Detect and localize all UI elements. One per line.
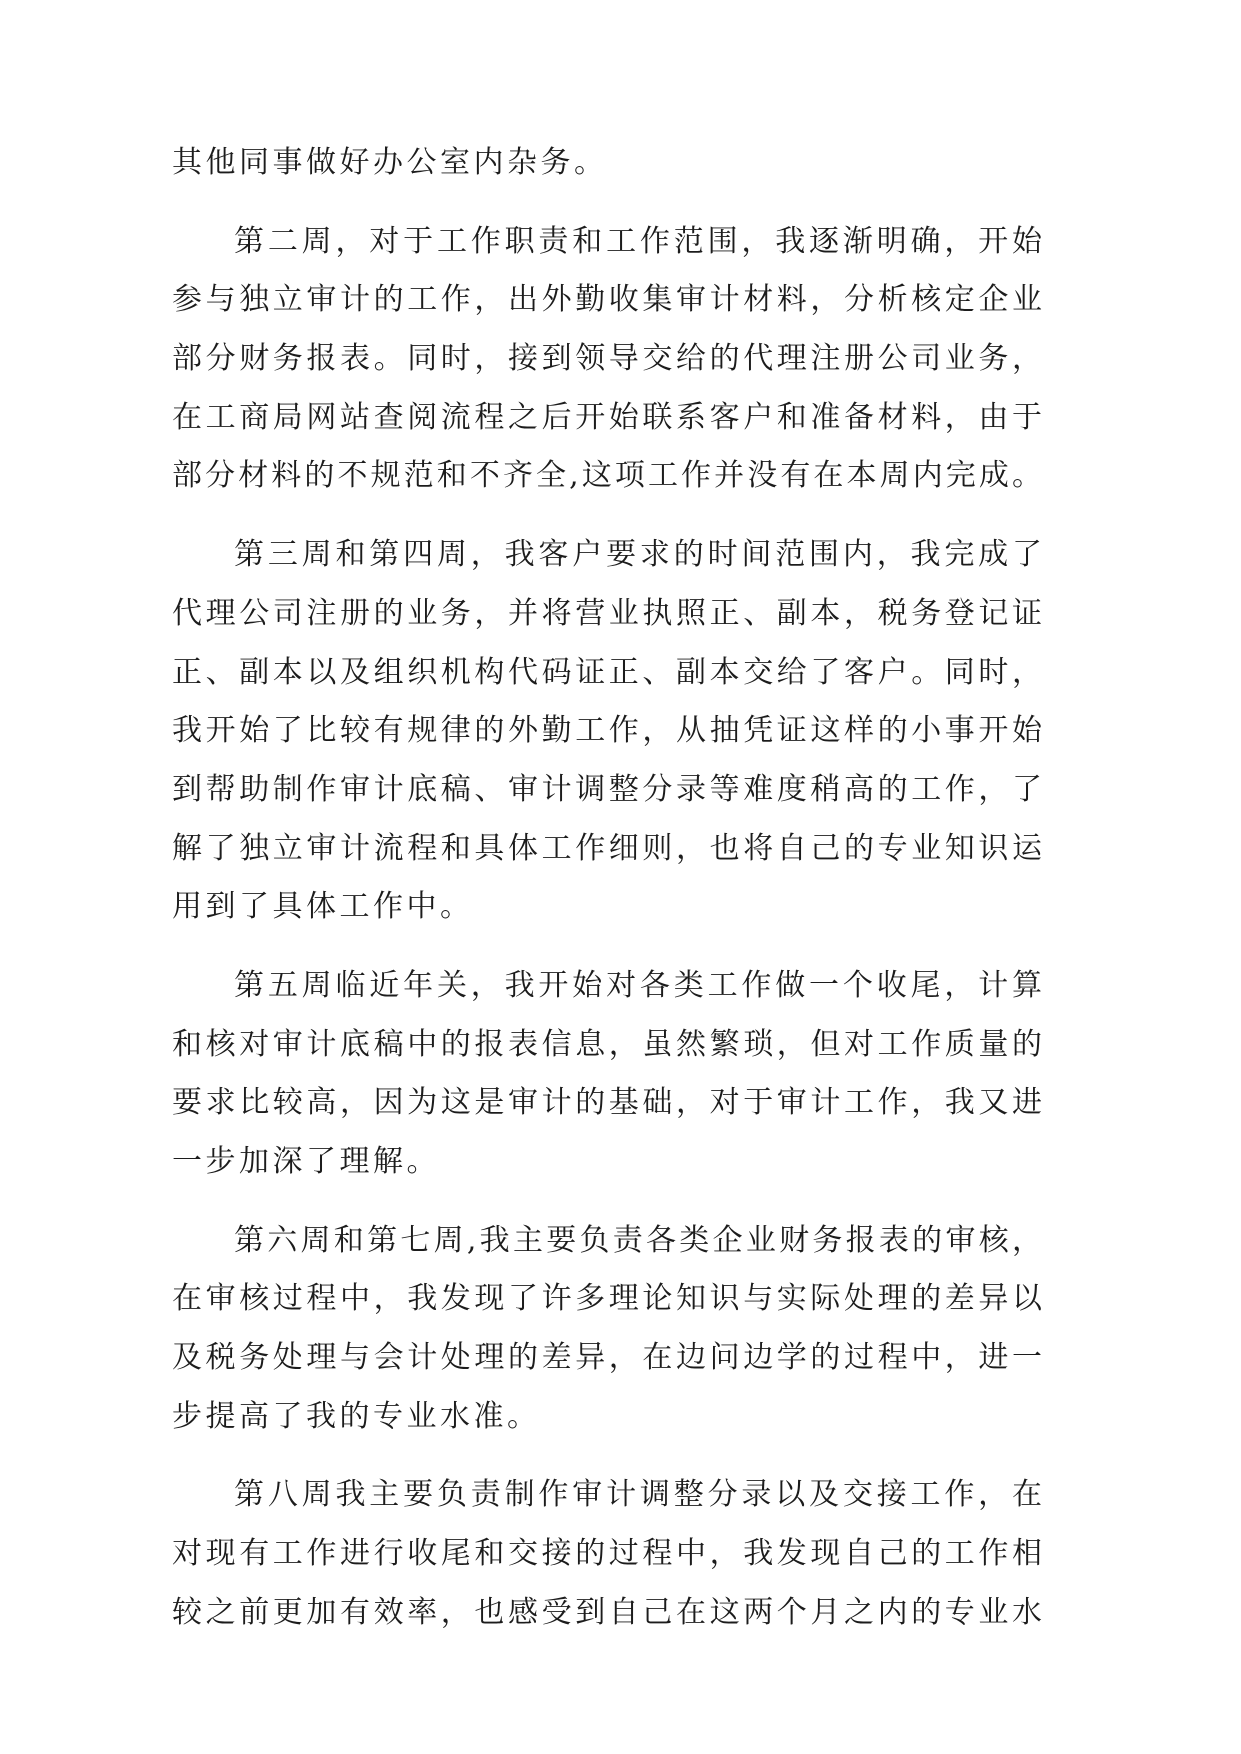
paragraph-week-5 bbox=[172, 957, 1042, 1192]
text-line: 第二周，对于工作职责和工作范围，我逐渐明确，开始 bbox=[234, 223, 1042, 259]
text-line: 部分财务报表。同时，接到领导交给的代理注册公司业务， bbox=[172, 341, 1042, 377]
text-line: 正、副本以及组织机构代码证正、副本交给了客户。同时， bbox=[172, 654, 1042, 690]
text-line: 参与独立审计的工作，出外勤收集审计材料，分析核定企业 bbox=[172, 282, 1042, 318]
text-line: 到帮助制作审计底稿、审计调整分录等难度稍高的工作，了 bbox=[172, 771, 1042, 807]
document-page bbox=[172, 134, 1042, 1643]
paragraph-week-3-4 bbox=[172, 526, 1042, 937]
text-line: 步提高了我的专业水准。 bbox=[172, 1398, 541, 1434]
text-line: 其他同事做好办公室内杂务。 bbox=[172, 145, 608, 180]
text-line: 代理公司注册的业务，并将营业执照正、副本，税务登记证 bbox=[172, 595, 1042, 631]
paragraph-continued bbox=[172, 134, 1042, 193]
text-line: 我开始了比较有规律的外勤工作，从抽凭证这样的小事开始 bbox=[172, 713, 1042, 749]
text-line: 及税务处理与会计处理的差异，在边问边学的过程中，进一 bbox=[172, 1340, 1042, 1376]
paragraph-week-2 bbox=[172, 213, 1042, 506]
text-line: 和核对审计底稿中的报表信息，虽然繁琐，但对工作质量的 bbox=[172, 1026, 1042, 1062]
text-line: 第六周和第七周,我主要负责各类企业财务报表的审核， bbox=[234, 1222, 1042, 1258]
text-line: 第五周临近年关，我开始对各类工作做一个收尾，计算 bbox=[234, 967, 1042, 1003]
text-line: 在审核过程中，我发现了许多理论知识与实际处理的差异以 bbox=[172, 1281, 1042, 1317]
text-line: 解了独立审计流程和具体工作细则，也将自己的专业知识运 bbox=[172, 830, 1042, 866]
text-line: 一步加深了理解。 bbox=[172, 1144, 440, 1179]
text-line: 要求比较高，因为这是审计的基础，对于审计工作，我又进 bbox=[172, 1085, 1042, 1121]
text-line: 对现有工作进行收尾和交接的过程中，我发现自己的工作相 bbox=[172, 1536, 1042, 1572]
text-line: 较之前更加有效率，也感受到自己在这两个月之内的专业水 bbox=[172, 1594, 1042, 1630]
text-line: 部分材料的不规范和不齐全,这项工作并没有在本周内完成。 bbox=[172, 458, 1042, 494]
paragraph-week-6-7 bbox=[172, 1212, 1042, 1447]
paragraph-week-8 bbox=[172, 1466, 1042, 1642]
text-line: 第三周和第四周，我客户要求的时间范围内，我完成了 bbox=[234, 537, 1042, 573]
text-line: 在工商局网站查阅流程之后开始联系客户和准备材料，由于 bbox=[172, 399, 1042, 435]
text-line: 第八周我主要负责制作审计调整分录以及交接工作，在 bbox=[234, 1477, 1042, 1513]
text-line: 用到了具体工作中。 bbox=[172, 889, 474, 925]
